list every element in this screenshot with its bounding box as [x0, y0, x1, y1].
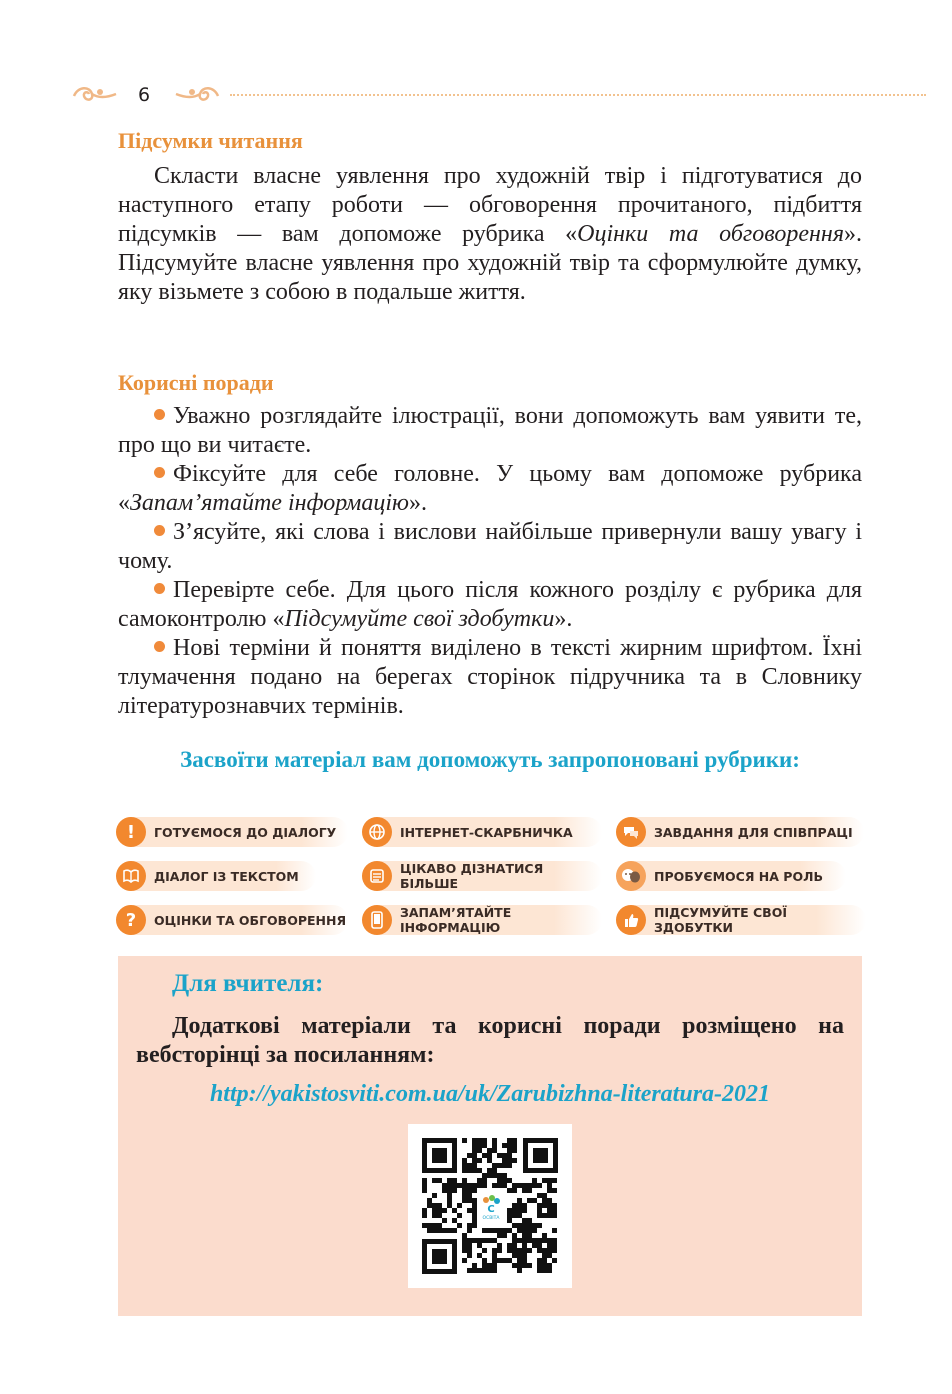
- rubric-item: ЗАПАМ’ЯТАЙТЕ ІНФОРМАЦІЮ: [362, 905, 602, 935]
- tip-item: Фіксуйте для себе головне. У цьому вам допоможе рубрика «Запам’ятайте інформацію».: [118, 461, 862, 516]
- chat-icon: [616, 817, 646, 847]
- book-icon: [116, 861, 146, 891]
- thumbs-up-icon: [616, 905, 646, 935]
- masks-icon: [616, 861, 646, 891]
- phone-icon: [362, 905, 392, 935]
- rubric-item: ЗАВДАННЯ ДЛЯ СПІВПРАЦІ: [616, 817, 864, 847]
- ornament-left-icon: [70, 82, 120, 106]
- list-icon: [362, 861, 392, 891]
- tip-item: Уважно розглядайте ілюстрації, вони допоможуть вам уявити те, про що ви читаєте.: [118, 403, 862, 458]
- tips-section: [118, 370, 862, 721]
- page-header: [70, 80, 930, 110]
- teacher-text: Додаткові матеріали та корисні поради розміщено на вебсторінці за посиланням:: [136, 1013, 844, 1068]
- teacher-link[interactable]: http://yakistosviti.com.ua/uk/Zarubizhna-literatura-2021: [209, 1081, 771, 1107]
- bullet-icon: [154, 467, 165, 478]
- tip-item: Перевірте себе. Для цього після кожного розділу є рубрика для самоконтролю «Підсумуйте свої здобутки».: [118, 577, 862, 632]
- rubric-item: ДІАЛОГ ІЗ ТЕКСТОМ: [116, 861, 316, 891]
- page-number: 6: [138, 84, 151, 106]
- qr-code[interactable]: [408, 1124, 572, 1288]
- rubric-item: ? ОЦІНКИ ТА ОБГОВОРЕННЯ: [116, 905, 348, 935]
- rubrics-title: Засвоїти матеріал вам допоможуть запропоновані рубрики:: [180, 747, 800, 772]
- ornament-right-icon: [172, 82, 222, 106]
- globe-icon: [362, 817, 392, 847]
- header-rule: [230, 94, 926, 96]
- tip-item: З’ясуйте, які слова і вислови найбільше привернули вашу увагу і чому.: [118, 519, 862, 574]
- section-title: Корисні поради: [118, 370, 274, 395]
- rubric-item: ! ГОТУЄМОСЯ ДО ДІАЛОГУ: [116, 817, 348, 847]
- rubric-item: ПРОБУЄМОСЯ НА РОЛЬ: [616, 861, 846, 891]
- rubrics-grid: [116, 817, 866, 941]
- teacher-title: Для вчителя:: [172, 970, 324, 997]
- teacher-box: [118, 956, 862, 1316]
- question-icon: ?: [116, 905, 146, 935]
- bullet-icon: [154, 525, 165, 536]
- bullet-icon: [154, 409, 165, 420]
- qr-logo-text: ОСВІТА: [482, 1216, 500, 1221]
- bullet-icon: [154, 641, 165, 652]
- reading-summary-section: [118, 128, 862, 307]
- section-title: Підсумки читання: [118, 128, 303, 153]
- svg-text:С: С: [487, 1204, 495, 1215]
- exclamation-icon: !: [116, 817, 146, 847]
- reading-summary-text: Скласти власне уявлення про художній твір і підготуватися до наступного етапу роботи — обговорення прочитаного, підбиття підсумків — вам допоможе рубрика «Оцінки та обговорення». Підсумуйте власне уявлення про художній твір та сформулюйте думку, яку візьмете з собою в подальше життя.: [118, 163, 862, 305]
- rubric-item: ЦІКАВО ДІЗНАТИСЯ БІЛЬШЕ: [362, 861, 602, 891]
- rubric-item: ІНТЕРНЕТ-СКАРБНИЧКА: [362, 817, 602, 847]
- qr-code-image: [408, 1124, 572, 1288]
- bullet-icon: [154, 583, 165, 594]
- tip-item: Нові терміни й поняття виділено в тексті жирним шрифтом. Їхні тлумачення подано на берегах сторінок підручника та в Словнику літературознавчих термінів.: [118, 635, 862, 719]
- rubric-item: ПІДСУМУЙТЕ СВОЇ ЗДОБУТКИ: [616, 905, 866, 935]
